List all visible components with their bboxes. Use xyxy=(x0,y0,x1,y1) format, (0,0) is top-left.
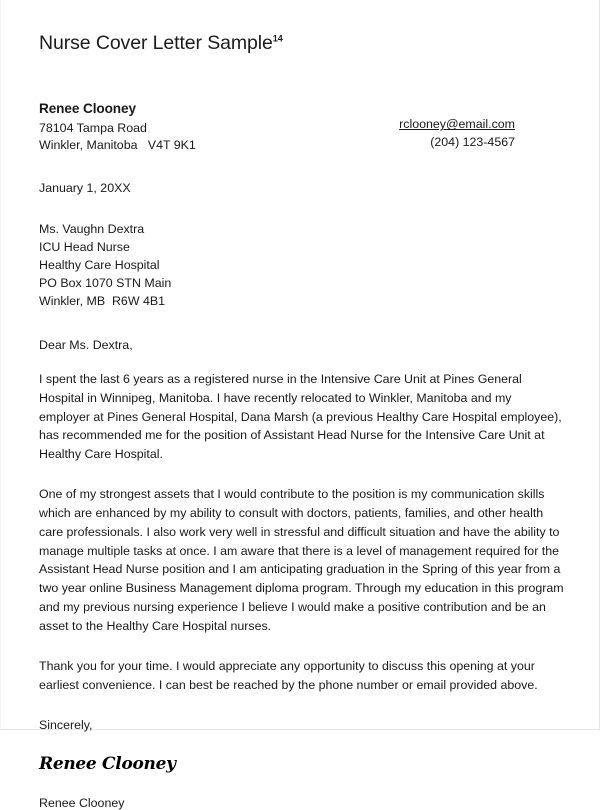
recipient-street: PO Box 1070 STN Main xyxy=(39,275,172,290)
sender-contact-block xyxy=(399,99,573,151)
recipient-name: Ms. Vaughn Dextra xyxy=(39,221,145,236)
recipient-city-postal: Winkler, MB R6W 4B1 xyxy=(39,293,165,308)
sender-name: Renee Clooney xyxy=(39,101,136,117)
letter-salutation: Dear Ms. Dextra, xyxy=(39,337,133,352)
letterhead xyxy=(39,99,573,155)
sender-phone: (204) 123-4567 xyxy=(430,135,515,149)
sender-address-block xyxy=(39,99,196,155)
sender-city-postal: Winkler, Manitoba V4T 9K1 xyxy=(39,138,196,153)
recipient-organization: Healthy Care Hospital xyxy=(39,257,160,272)
letter-date: January 1, 20XX xyxy=(39,180,131,195)
recipient-job-title: ICU Head Nurse xyxy=(39,239,130,254)
letter-paragraph-1: I spent the last 6 years as a registered nurse in the Intensive Care Unit at Pines General Hospital in Winnipeg, Manitoba. I have recently relocated to Winkler, Manitoba and my employer at Pines General Hospital, Dana Marsh (a previous Healthy Care Hospital employee), has recommended me for the position of Assistant Head Nurse for the Intensive Care Unit at Healthy Care Hospital. xyxy=(39,371,562,462)
page-title xyxy=(39,32,573,55)
signature-typed-name: Renee Clooney xyxy=(39,796,125,810)
page-title-text: Nurse Cover Letter Sample xyxy=(39,32,273,54)
sender-email-link[interactable]: rclooney@email.com xyxy=(399,117,515,132)
page-title-footnote-marker: 14 xyxy=(272,33,283,44)
handwritten-signature: Renee Clooney xyxy=(39,754,176,775)
letter-paragraph-2: One of my strongest assets that I would contribute to the position is my communication skills which are enhanced by my ability to consult with doctors, patients, families, and other health care professionals. I also work very well in stressful and difficult situation and have the ability to manage multiple tasks at once. I am aware that there is a level of management required for the Assistant Head Nurse position and I am anticipating graduation in the Spring of this year from a two year online Business Management diploma program. Through my education in this program and my previous nursing experience I believe I would make a positive contribution and be an asset to the Healthy Care Hospital nurses. xyxy=(39,487,564,633)
letter-closing: Sincerely, xyxy=(39,718,93,733)
letter-paragraph-3: Thank you for your time. I would appreciate any opportunity to discuss this opening at your earliest convenience. I can best be reached by the phone number or email provided above. xyxy=(39,658,538,692)
recipient-address-block xyxy=(39,221,573,311)
sender-street: 78104 Tampa Road xyxy=(39,120,147,135)
